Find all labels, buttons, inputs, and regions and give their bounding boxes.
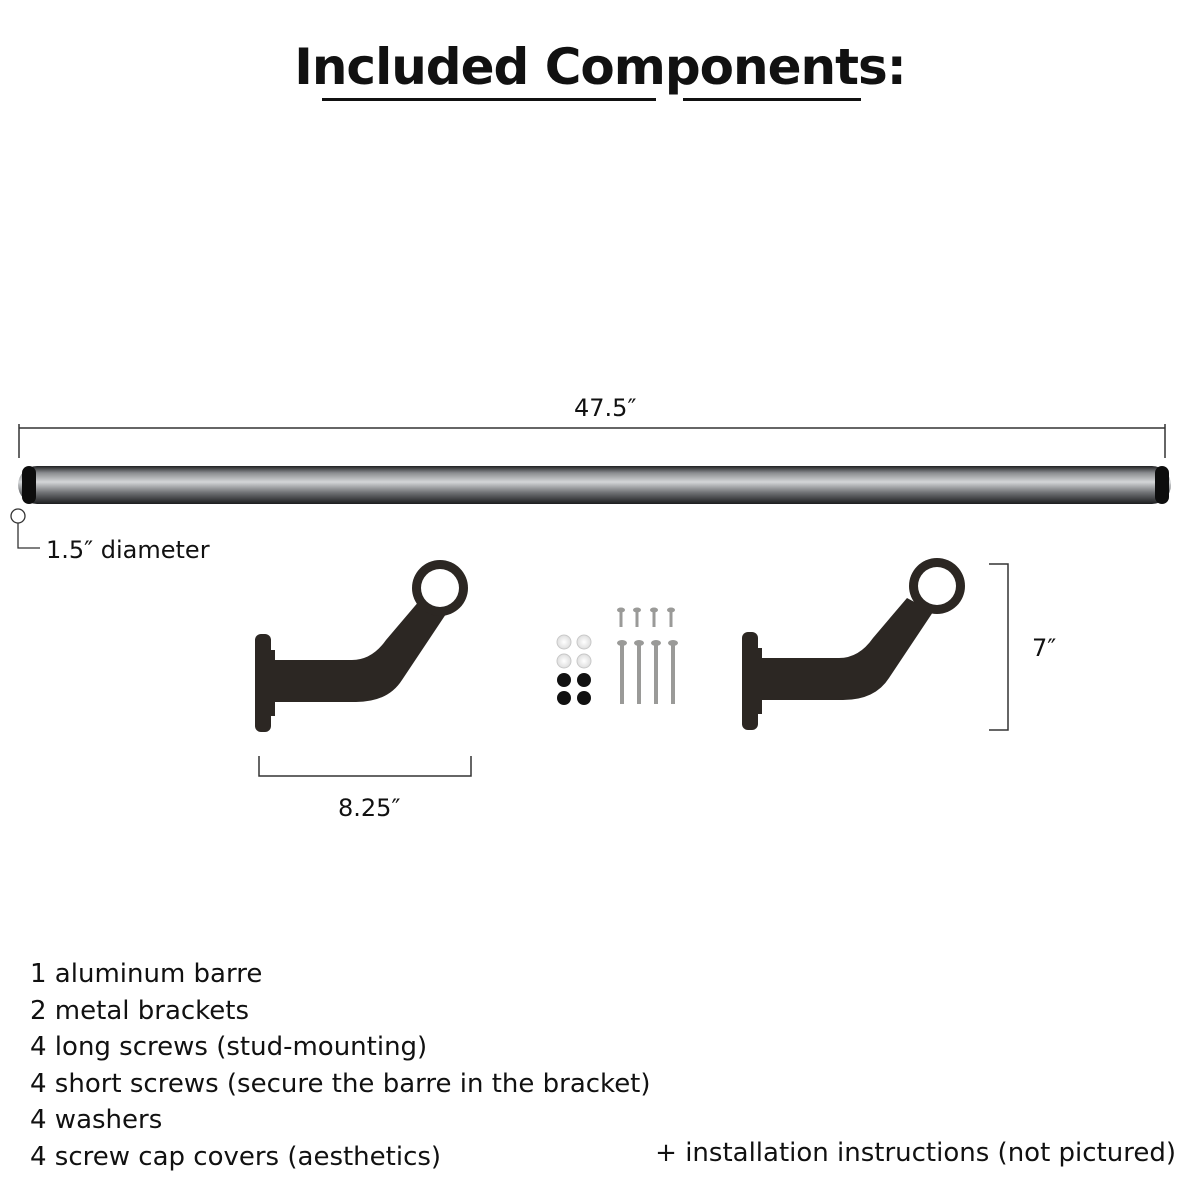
components-list — [30, 956, 651, 1176]
diameter-indicator — [11, 509, 40, 548]
washers — [557, 635, 591, 668]
barre-length-label: 47.5″ — [574, 394, 637, 422]
page-title: Included Components: — [294, 38, 906, 96]
bracket-right — [742, 558, 965, 730]
bracket-depth-label: 8.25″ — [338, 794, 401, 822]
list-item: 4 short screws (secure the barre in the bracket) — [30, 1068, 651, 1099]
list-item: 1 aluminum barre — [30, 959, 263, 989]
bracket-height-label: 7″ — [1032, 634, 1057, 662]
barre-diameter-label: 1.5″ diameter — [46, 536, 210, 564]
bracket-depth-dimension — [259, 756, 471, 776]
screw-cap-covers — [557, 673, 591, 705]
barre-length-dimension — [19, 424, 1165, 458]
bracket-left — [255, 560, 468, 732]
installation-note: + installation instructions (not pictured) — [655, 1138, 1176, 1168]
list-item: 4 washers — [30, 1105, 163, 1136]
list-item: 2 metal brackets — [30, 995, 250, 1026]
list-item: 4 long screws (stud-mounting) — [30, 1032, 428, 1063]
bracket-height-dimension — [989, 564, 1008, 730]
short-screws — [617, 608, 675, 628]
long-screws — [617, 640, 678, 704]
list-item: 4 screw cap covers (aesthetics) — [30, 1141, 442, 1172]
aluminum-barre — [18, 466, 1171, 504]
